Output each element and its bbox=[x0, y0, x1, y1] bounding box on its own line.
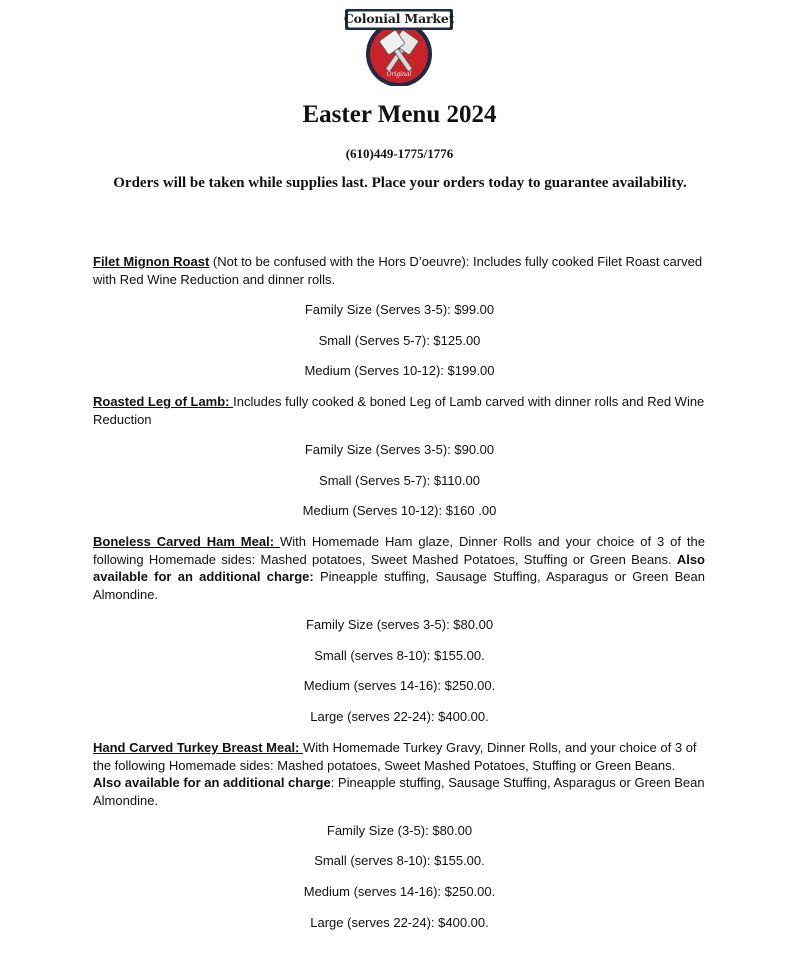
section-text: (Not to be confused with the Hors D’oeuvre): Includes fully cooked Filet Roast carved with Red Wine Reduction and dinner rolls. bbox=[93, 254, 703, 287]
phone-number: (610)449-1775/1776 bbox=[345, 146, 454, 161]
price-line: Small (Serves 5-7): $110.00 bbox=[319, 473, 480, 488]
page-title: Easter Menu 2024 bbox=[302, 101, 497, 128]
section-heading: Filet Mignon Roast bbox=[93, 254, 210, 269]
price-line: Small (serves 8-10): $155.00. bbox=[314, 648, 485, 663]
price-line: Family Size (3-5): $80.00 bbox=[326, 823, 473, 838]
price-line: Medium (Serves 10-12): $199.00 bbox=[304, 363, 495, 378]
price-line: Medium (Serves 10-12): $160 .00 bbox=[302, 503, 497, 518]
logo-sub-text: Original bbox=[386, 71, 412, 78]
section-extra-text: : Pineapple stuffing, Sausage Stuffing, Asparagus or Green Bean Almondine. bbox=[93, 775, 705, 808]
price-line: Family Size (Serves 3-5): $90.00 bbox=[304, 442, 495, 457]
section-heading: Boneless Carved Ham Meal: bbox=[93, 534, 280, 549]
price-line: Small (Serves 5-7): $125.00 bbox=[318, 333, 481, 348]
order-notice: Orders will be taken while supplies last. Place your orders today to guarantee availability. bbox=[113, 175, 687, 191]
section-text: Includes fully cooked & boned Leg of Lamb carved with dinner rolls and Red Wine Reduction bbox=[93, 394, 705, 427]
price-line: Family Size (Serves 3-5): $99.00 bbox=[304, 302, 495, 317]
section-filet-description bbox=[93, 253, 705, 288]
section-text: With Homemade Turkey Gravy, Dinner Rolls, and your choice of 3 of the following Homemade sides: Mashed potatoes, Sweet Mashed Potatoes, Stuffing or Green Beans. bbox=[93, 740, 697, 773]
section-lamb-description bbox=[93, 393, 705, 428]
logo-brand-text: Colonial Market bbox=[343, 11, 455, 26]
price-line: Medium (serves 14-16): $250.00. bbox=[303, 884, 496, 899]
price-line: Large (serves 22-24): $400.00. bbox=[310, 709, 489, 724]
section-heading: Roasted Leg of Lamb: bbox=[93, 394, 234, 409]
section-extra-label: Also available for an additional charge: bbox=[93, 551, 705, 585]
section-extra-label: Also available for an additional charge bbox=[93, 775, 331, 791]
section-turkey-description bbox=[93, 739, 705, 809]
section-heading: Hand Carved Turkey Breast Meal: bbox=[93, 740, 303, 755]
price-line: Small (serves 8-10): $155.00. bbox=[314, 853, 485, 868]
section-extra-text: Pineapple stuffing, Sausage Stuffing, Asparagus or Green Bean Almondine. bbox=[93, 569, 705, 602]
price-line: Medium (serves 14-16): $250.00. bbox=[303, 678, 496, 693]
section-text: With Homemade Ham glaze, Dinner Rolls and your choice of 3 of the following Homemade sides: Mashed potatoes, Sweet Mashed Potatoes, Stuffing or Green Beans. bbox=[93, 534, 705, 567]
section-ham-description bbox=[93, 533, 705, 603]
colonial-market-logo bbox=[343, 8, 455, 86]
price-line: Family Size (serves 3-5): $80.00 bbox=[305, 617, 494, 632]
price-line: Large (serves 22-24): $400.00. bbox=[310, 915, 489, 930]
